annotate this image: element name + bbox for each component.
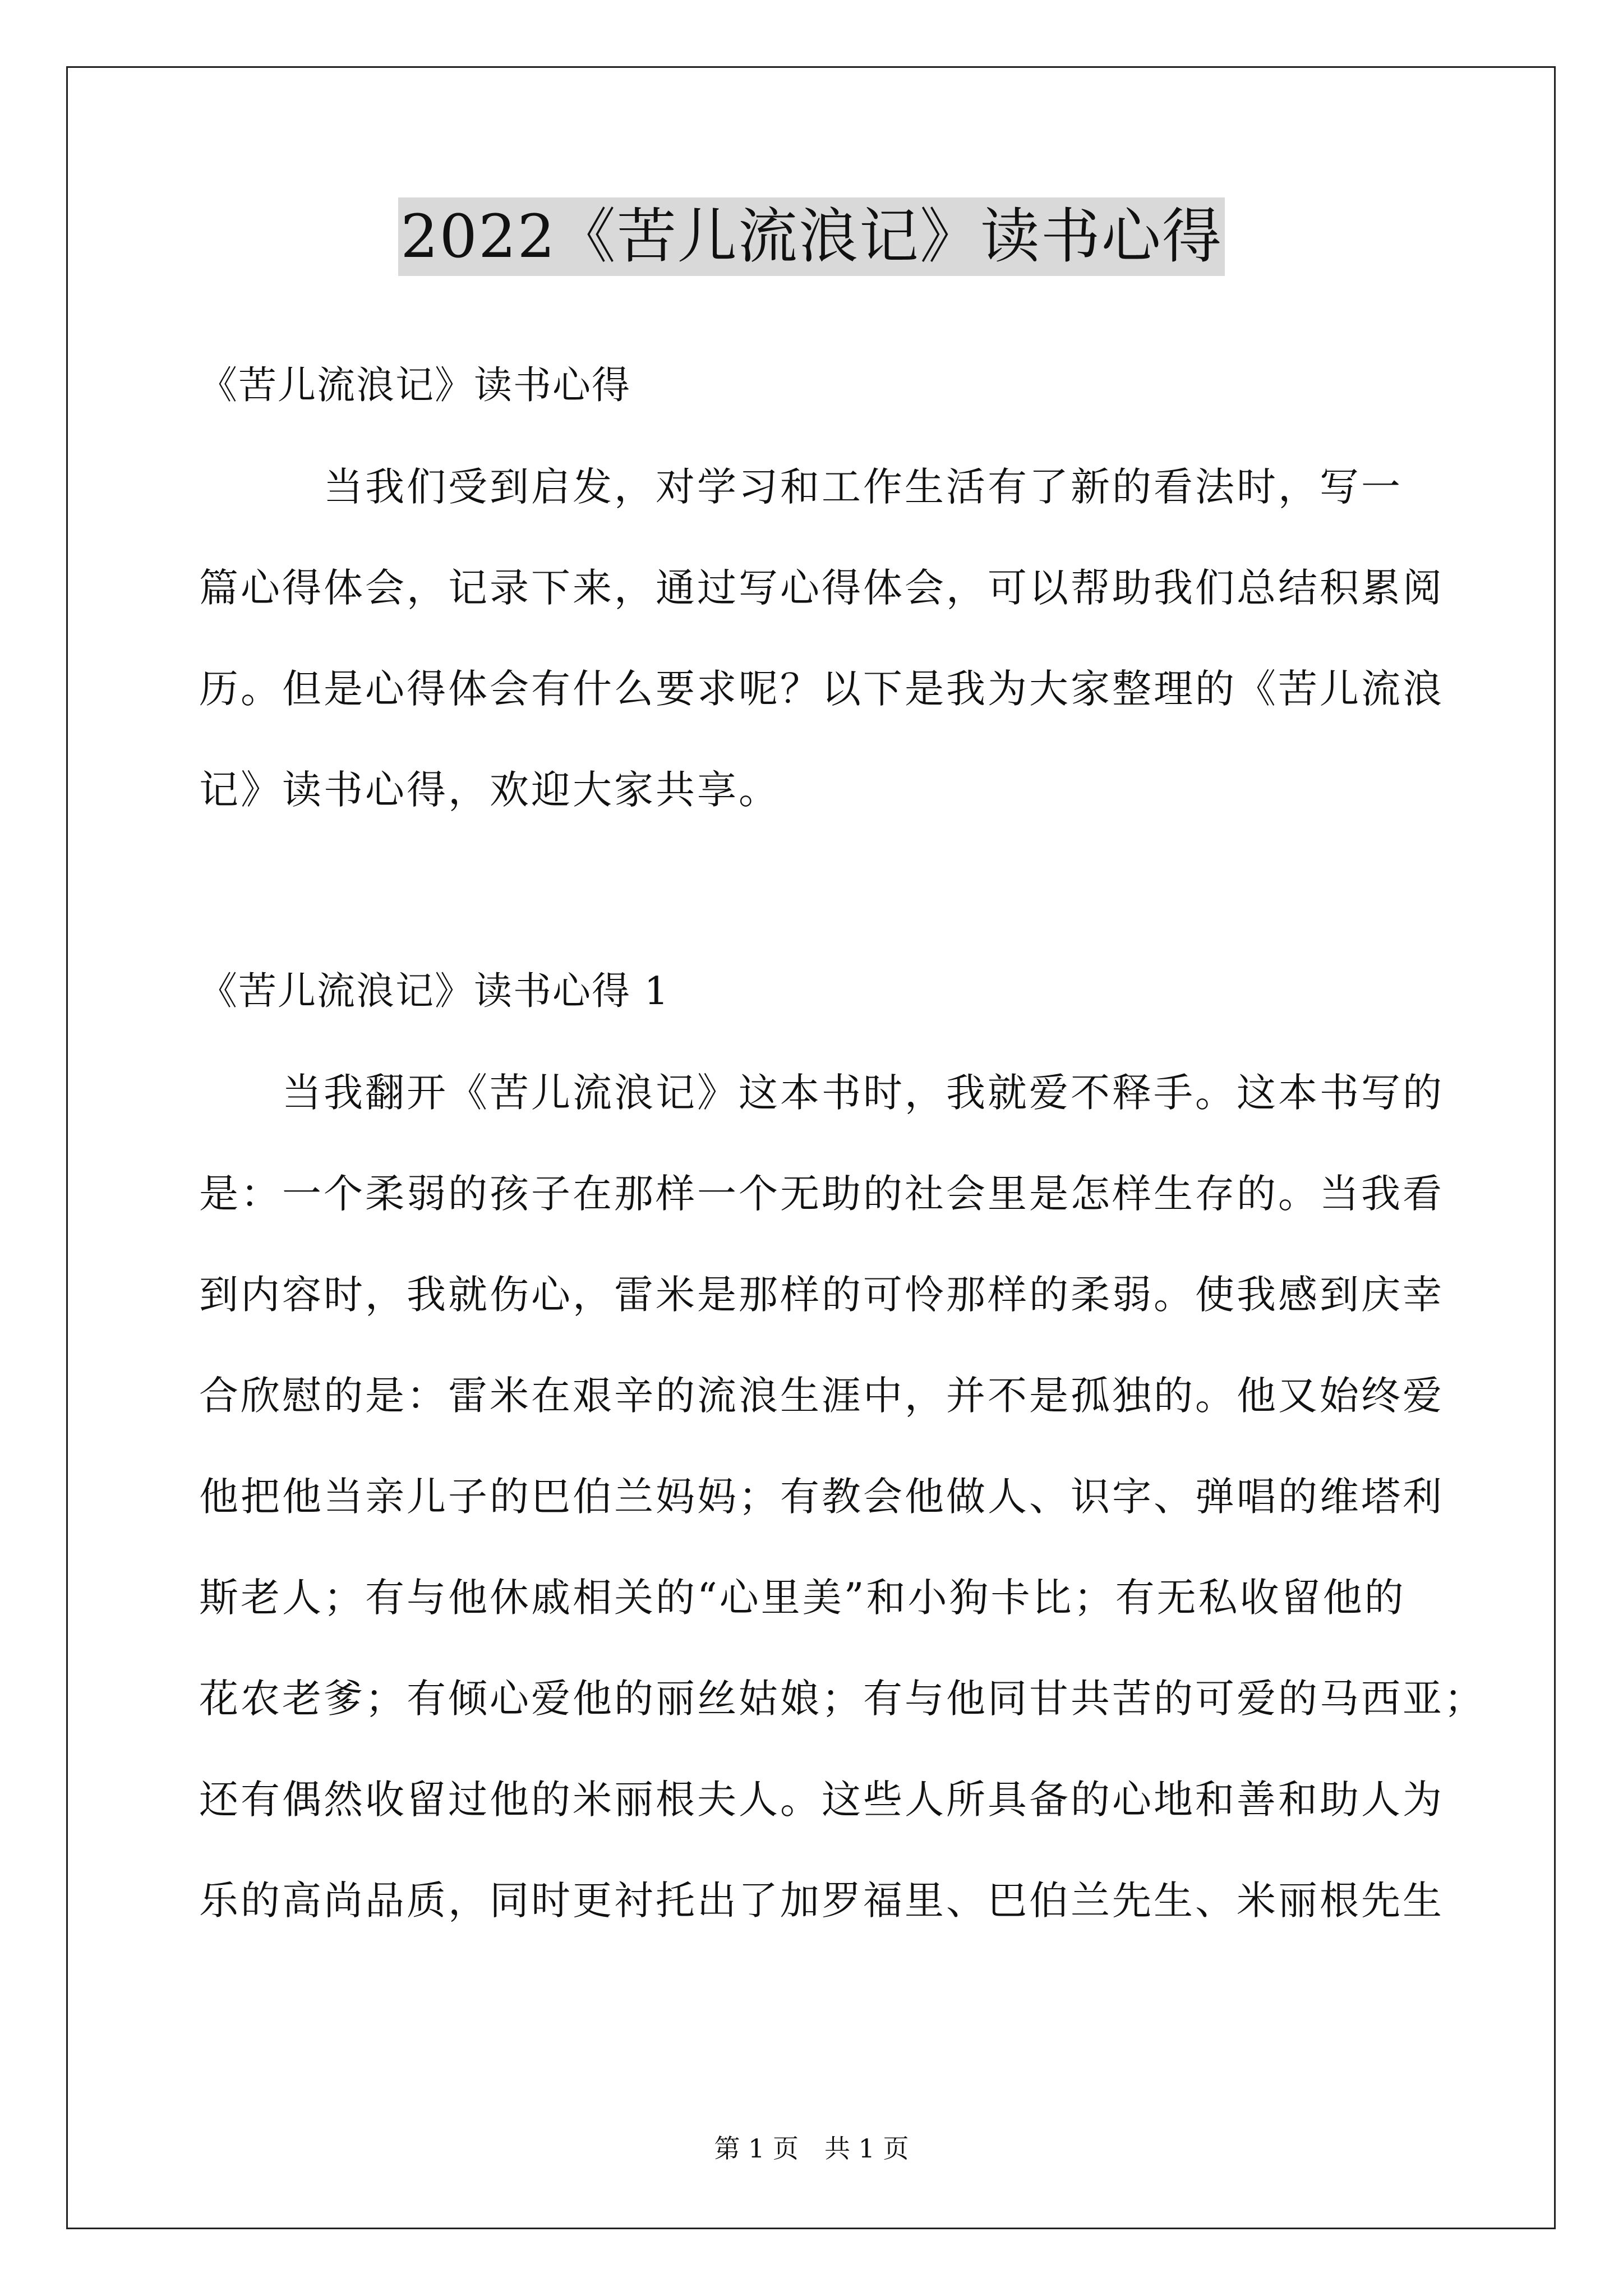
page-number: 第 1 页 (714, 2133, 799, 2164)
intro-line: 篇心得体会，记录下来，通过写心得体会，可以帮助我们总结积累阅 (199, 565, 1444, 611)
body-line: 是：一个柔弱的孩子在那样一个无助的社会里是怎样生存的。当我看 (199, 1171, 1444, 1217)
body-line: 他把他当亲儿子的巴伯兰妈妈；有教会他做人、识字、弹唱的维塔利 (199, 1474, 1444, 1520)
title-container (0, 197, 1623, 276)
page-total: 共 1 页 (824, 2133, 909, 2164)
intro-line: 记》读书心得，欢迎大家共享。 (199, 767, 780, 813)
document-title: 2022《苦儿流浪记》读书心得 (398, 197, 1225, 276)
body-line: 到内容时，我就伤心，雷米是那样的可怜那样的柔弱。使我感到庆幸 (199, 1272, 1444, 1318)
page-footer (0, 2132, 1623, 2165)
intro-line: 历。但是心得体会有什么要求呢？以下是我为大家整理的《苦儿流浪 (199, 666, 1444, 712)
body-line: 当我翻开《苦儿流浪记》这本书时，我就爱不释手。这本书写的 (199, 1070, 1444, 1116)
body-line: 乐的高尚品质，同时更衬托出了加罗福里、巴伯兰先生、米丽根先生 (199, 1878, 1444, 1924)
body-line: 花农老爹；有倾心爱他的丽丝姑娘；有与他同甘共苦的可爱的马西亚； (199, 1676, 1486, 1722)
body-line: 还有偶然收留过他的米丽根夫人。这些人所具备的心地和善和助人为 (199, 1777, 1444, 1823)
body-line: 斯老人；有与他休戚相关的“心里美”和小狗卡比；有无私收留他的 (199, 1575, 1406, 1621)
subtitle: 《苦儿流浪记》读书心得 (199, 364, 631, 408)
document-body (199, 335, 1486, 1951)
paragraph-gap (199, 840, 1427, 941)
section-heading: 《苦儿流浪记》读书心得 1 (199, 969, 670, 1014)
intro-line: 当我们受到启发，对学习和工作生活有了新的看法时，写一 (199, 464, 1403, 510)
body-line: 合欣慰的是：雷米在艰辛的流浪生涯中，并不是孤独的。他又始终爱 (199, 1373, 1444, 1419)
